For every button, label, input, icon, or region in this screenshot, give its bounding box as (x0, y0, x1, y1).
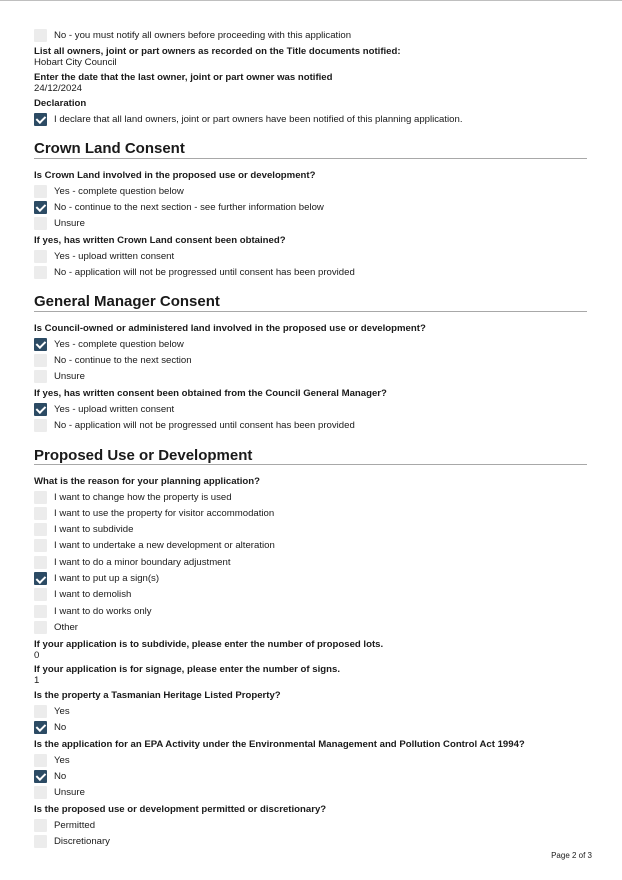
checkbox[interactable] (34, 370, 47, 383)
option-item[interactable] (34, 572, 159, 586)
option-label: No - continue to the next section - see further information below (54, 201, 324, 213)
option-item[interactable] (34, 753, 70, 767)
option-label: No (54, 721, 67, 733)
declaration-label: Declaration (34, 98, 87, 109)
gm-q2: If yes, has written consent been obtained from the Council General Manager? (34, 388, 387, 399)
checkbox[interactable] (34, 507, 47, 520)
option-item[interactable] (34, 786, 85, 800)
option-item[interactable] (34, 769, 66, 783)
option-label: I want to change how the property is used (54, 491, 232, 503)
option-label: Unsure (54, 218, 85, 230)
section-divider (34, 311, 587, 312)
page-number: Page 2 of 3 (551, 851, 592, 860)
option-item[interactable] (34, 818, 95, 832)
checkbox[interactable] (34, 819, 47, 832)
option-label: I want to demolish (54, 589, 132, 601)
owners-value: Hobart City Council (34, 57, 117, 68)
checkbox[interactable] (34, 338, 47, 351)
checkbox[interactable] (34, 835, 47, 848)
top-rule (0, 0, 622, 1)
checkbox[interactable] (34, 491, 47, 504)
section-heading-proposed-use: Proposed Use or Development (34, 447, 253, 464)
checkbox[interactable] (34, 588, 47, 601)
checkbox[interactable] (34, 217, 47, 230)
option-label: Yes (54, 705, 70, 717)
option-label: I want to use the property for visitor accommodation (54, 507, 275, 519)
option-label: Yes - upload written consent (54, 250, 175, 262)
option-item[interactable] (34, 506, 274, 520)
option-item[interactable] (34, 353, 192, 367)
option-item[interactable] (34, 588, 131, 602)
checkbox[interactable] (34, 419, 47, 432)
section-divider (34, 158, 587, 159)
lots-value: 0 (34, 650, 40, 661)
option-item[interactable] (34, 604, 152, 618)
checkbox[interactable] (34, 354, 47, 367)
option-item[interactable] (34, 834, 110, 848)
option-item[interactable] (34, 555, 231, 569)
option-item[interactable] (34, 620, 78, 634)
option-item[interactable] (34, 265, 355, 279)
signs-question: If your application is for signage, please enter the number of signs. (34, 664, 340, 675)
checkbox[interactable] (34, 403, 47, 416)
checkbox[interactable] (34, 572, 47, 585)
option-label: Yes - complete question below (54, 338, 184, 350)
section-heading-crown-land: Crown Land Consent (34, 140, 185, 157)
option-label: Yes - complete question below (54, 185, 184, 197)
checkbox[interactable] (34, 523, 47, 536)
option-label: Yes - upload written consent (54, 403, 175, 415)
option-item[interactable] (34, 704, 70, 718)
option-item[interactable] (34, 337, 184, 351)
option-label: Unsure (54, 787, 85, 799)
permitted-question: Is the proposed use or development permitted or discretionary? (34, 804, 327, 815)
checkbox[interactable] (34, 556, 47, 569)
checkbox[interactable] (34, 721, 47, 734)
section-divider (34, 464, 587, 465)
option-label: Yes (54, 754, 70, 766)
checkbox[interactable] (34, 266, 47, 279)
crown-q1: Is Crown Land involved in the proposed use or development? (34, 170, 316, 181)
option-item[interactable] (34, 184, 184, 198)
option-item[interactable] (34, 200, 324, 214)
checkbox[interactable] (34, 250, 47, 263)
checkbox[interactable] (34, 539, 47, 552)
option-label: Other (54, 621, 78, 633)
option-label: Unsure (54, 371, 85, 383)
gm-q1: Is Council-owned or administered land involved in the proposed use or development? (34, 323, 426, 334)
checkbox[interactable] (34, 621, 47, 634)
checkbox[interactable] (34, 185, 47, 198)
option-label: I want to put up a sign(s) (54, 573, 160, 584)
option-label: I want to do works only (54, 605, 152, 617)
option-item[interactable] (34, 539, 275, 553)
epa-question: Is the application for an EPA Activity under the Environmental Management and Pollution Control Act 1994? (34, 739, 525, 750)
option-item[interactable] (34, 720, 66, 734)
option-label: No - application will not be progressed until consent has been provided (54, 266, 355, 278)
heritage-question: Is the property a Tasmanian Heritage Listed Property? (34, 690, 281, 701)
reason-question: What is the reason for your planning application? (34, 476, 261, 487)
option-item[interactable] (34, 217, 85, 231)
option-label: Discretionary (54, 835, 110, 847)
option-item[interactable] (34, 370, 85, 384)
option-label: Permitted (54, 819, 96, 831)
date-value: 24/12/2024 (34, 83, 83, 94)
checkbox[interactable] (34, 754, 47, 767)
option-no-notify[interactable] (34, 28, 351, 42)
section-heading-general-manager: General Manager Consent (34, 293, 220, 310)
option-item[interactable] (34, 490, 232, 504)
option-label: No - continue to the next section (54, 354, 192, 366)
option-label: No - you must notify all owners before proceeding with this application (54, 29, 352, 41)
lots-question: If your application is to subdivide, please enter the number of proposed lots. (34, 639, 384, 650)
option-item[interactable] (34, 249, 174, 263)
checkbox[interactable] (34, 770, 47, 783)
owners-question: List all owners, joint or part owners as recorded on the Title documents notified: (34, 46, 401, 57)
date-question: Enter the date that the last owner, joint or part owner was notified (34, 72, 333, 83)
option-label: No - application will not be progressed until consent has been provided (54, 419, 355, 431)
checkbox[interactable] (34, 786, 47, 799)
checkbox[interactable] (34, 113, 47, 126)
option-item[interactable] (34, 402, 174, 416)
checkbox[interactable] (34, 201, 47, 214)
option-item[interactable] (34, 418, 355, 432)
option-declaration[interactable] (34, 112, 463, 126)
checkbox[interactable] (34, 705, 47, 718)
option-label: I want to do a minor boundary adjustment (54, 556, 231, 568)
option-label: I want to undertake a new development or alteration (54, 540, 275, 552)
option-label: I want to subdivide (54, 524, 134, 536)
option-label: No (54, 770, 67, 782)
signs-value: 1 (34, 675, 40, 686)
checkbox[interactable] (34, 29, 47, 42)
checkbox[interactable] (34, 605, 47, 618)
option-label: I declare that all land owners, joint or part owners have been notified of this planning application. (54, 113, 463, 125)
option-item[interactable] (34, 523, 133, 537)
crown-q2: If yes, has written Crown Land consent been obtained? (34, 235, 286, 246)
